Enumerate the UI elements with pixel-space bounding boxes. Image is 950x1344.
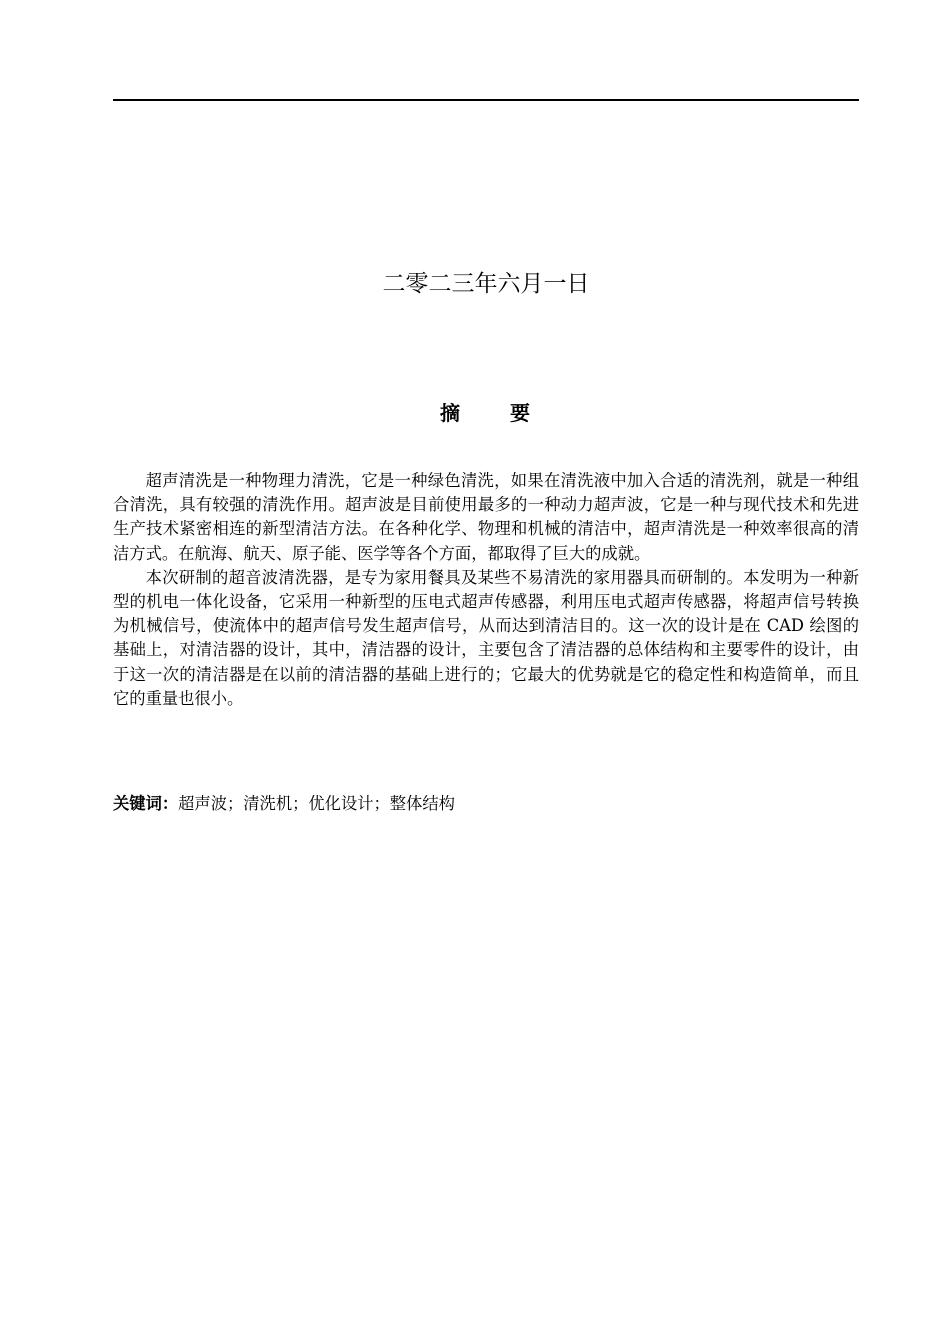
abstract-heading-char-1: 摘	[440, 401, 462, 425]
abstract-heading-char-2: 要	[510, 401, 532, 425]
abstract-paragraph-1: 超声清洗是一种物理力清洗，它是一种绿色清洗，如果在清洗液中加入合适的清洗剂，就是一种组合清洗，具有较强的清洗作用。超声波是目前使用最多的一种动力超声波，它是一种与现代技术和先进生产技术紧密相连的新型清洁方法。在各种化学、物理和机械的清洁中，超声清洗是一种效率很高的清洁方式。在航海、航天、原子能、医学等各个方面，都取得了巨大的成就。	[113, 471, 859, 563]
abstract-paragraph-2: 本次研制的超音波清洗器，是专为家用餐具及某些不易清洗的家用器具而研制的。本发明为一种新型的机电一体化设备，它采用一种新型的压电式超声传感器，利用压电式超声传感器，将超声信号转换为机械信号，使流体中的超声信号发生超声信号，从而达到清洁目的。这一次的设计是在 CAD 绘图的基础上，对清洁器的设计，其中，清洁器的设计，主要包含了清洁器的总体结构和主要零件的设计，由于这一次的清洁器是在以前的清洁器的基础上进行的；它最大的优势就是它的稳定性和构造简单，而且它的重量也很小。	[113, 567, 859, 708]
abstract-body	[113, 469, 859, 711]
abstract-heading	[113, 398, 859, 428]
header-rule	[113, 99, 859, 101]
document-date: 二零二三年六月一日	[382, 271, 590, 297]
keywords-value: 超声波；清洗机；优化设计；整体结构	[178, 794, 455, 813]
keywords-label: 关键词：	[113, 794, 179, 813]
keywords-line	[113, 792, 859, 816]
